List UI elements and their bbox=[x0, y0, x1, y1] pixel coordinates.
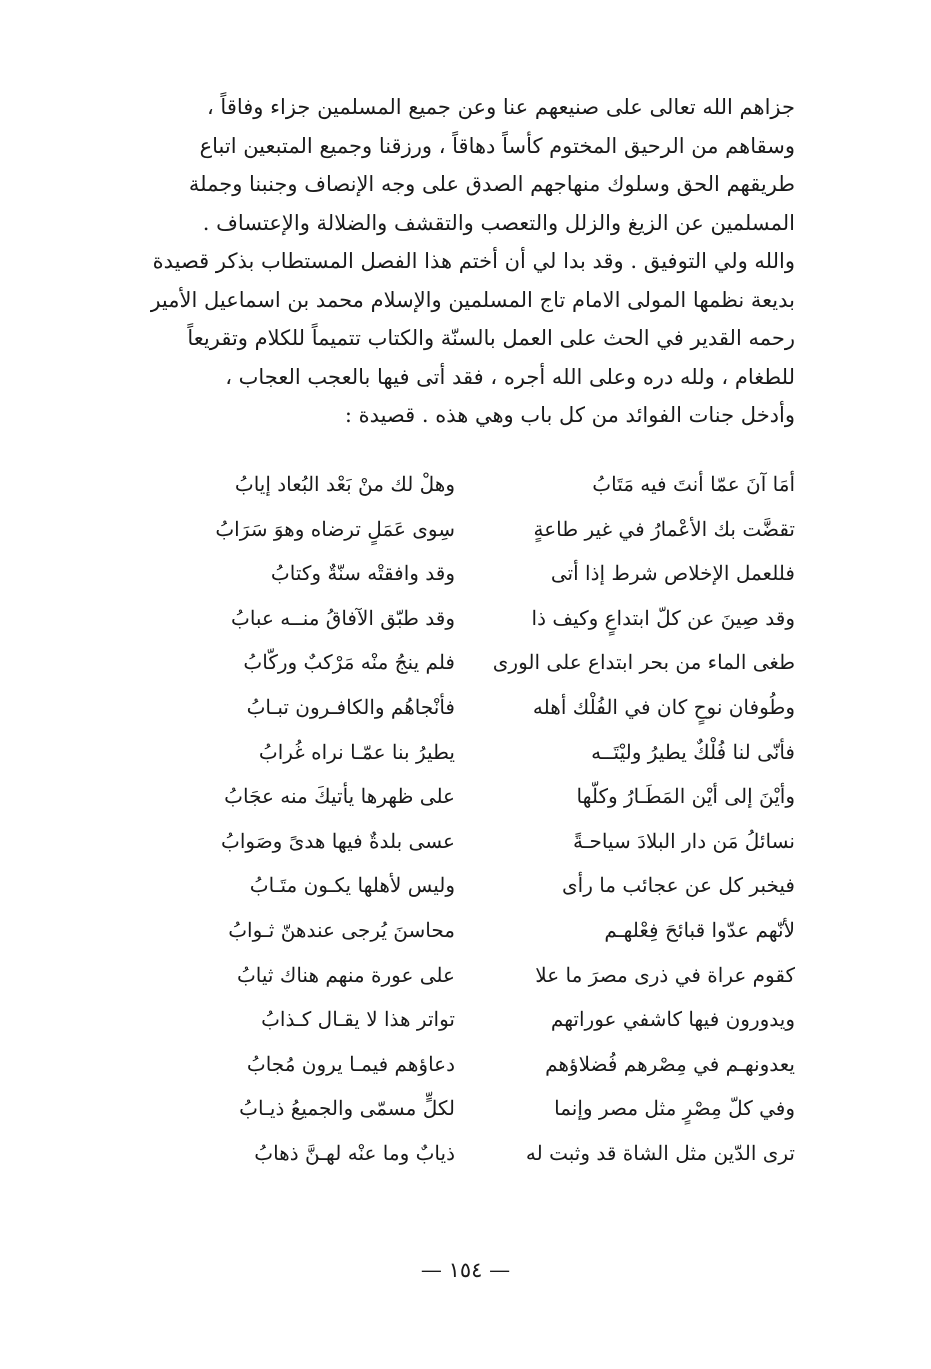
verse bbox=[150, 1042, 795, 1087]
verse bbox=[150, 863, 795, 908]
verse-first-hemistich: ترى الدّين مثل الشاة قد وثبت له bbox=[525, 1140, 795, 1165]
verse bbox=[150, 551, 795, 596]
verse-first-hemistich: كقوم عراة في ذرى مصرَ ما علا bbox=[535, 962, 795, 987]
verse bbox=[150, 997, 795, 1042]
verse-first-hemistich: تقضَّت بك الأعْمارُ في غير طاعةٍ bbox=[533, 516, 795, 541]
verse-first-hemistich: نسائلُ مَن دار البلادَ سياحـةً bbox=[572, 828, 795, 853]
prose-paragraph bbox=[150, 88, 795, 435]
verse-second-hemistich: على ظهرها يأتيكَ منه عجَابُ bbox=[224, 784, 455, 809]
verse-second-hemistich: تواتر هذا لا يقـال كـذابُ bbox=[261, 1007, 455, 1032]
verse-second-hemistich: سِوى عَمَلٍ ترضاه وهوَ سَرَابُ bbox=[215, 516, 455, 541]
verse bbox=[150, 685, 795, 730]
verse-second-hemistich: دعاؤهم فيمـا يرون مُجابُ bbox=[246, 1051, 455, 1076]
page-number: — ١٥٤ — bbox=[420, 1258, 511, 1282]
prose-line: جزاهم الله تعالى على صنيعهم عنا وعن جميع المسلمين جزاء وفاقاً ، bbox=[206, 95, 795, 119]
prose-line: طريقهم الحق وسلوك منهاجهم الصدق على وجه الإنصاف وجنبنا وجملة bbox=[188, 172, 795, 196]
verse-second-hemistich: يطيرُ بنا عمّـا نراه غُرابُ bbox=[258, 739, 455, 764]
prose-line: للطغام ، ولله دره وعلى الله أجره ، فقد أتى فيها بالعجب العجاب ، bbox=[225, 364, 795, 389]
verse-first-hemistich: أمَا آنَ عمّا أنتَ فيه مَتَابُ bbox=[592, 472, 795, 496]
verse bbox=[150, 462, 795, 507]
verse-second-hemistich: لكلٍّ مسمّى والجميعُ ذيـابُ bbox=[239, 1096, 455, 1121]
verse bbox=[150, 507, 795, 552]
verse-second-hemistich: فأنْجاهُم والكافـرون تبـابُ bbox=[246, 694, 455, 719]
verse-first-hemistich: طغى الماء من بحر ابتداع على الورى bbox=[492, 650, 795, 675]
poem bbox=[150, 462, 795, 1176]
verse-first-hemistich: وأيْنَ إلى أيْن المَطَـارُ وكلّها bbox=[576, 784, 795, 809]
verse-first-hemistich: لأنّهم عدّوا قبائحَ فِعْلهـم bbox=[604, 917, 795, 942]
verse bbox=[150, 908, 795, 953]
prose-line: والله ولي التوفيق . وقد بدا لي أن أختم هذا الفصل المستطاب بذكر قصيدة bbox=[152, 249, 795, 273]
verse-first-hemistich: فللعمل الإخلاص شرط إذا أتى bbox=[550, 561, 795, 586]
verse bbox=[150, 953, 795, 998]
verse-second-hemistich: عسى بلدةٌ فيها هدىً وصَوابُ bbox=[220, 828, 455, 853]
verse bbox=[150, 1086, 795, 1131]
prose-line: المسلمين عن الزيغ والزلل والتعصب والتقشف والضلالة والإعتساف . bbox=[202, 210, 795, 235]
verse-first-hemistich: فيخبر كل عن عجائب ما رأى bbox=[561, 873, 795, 898]
prose-line: وسقاهم من الرحيق المختوم كأساً دهاقاً ، ورزقنا وجميع المتبعين اتباع bbox=[199, 133, 795, 158]
verse bbox=[150, 1131, 795, 1176]
prose-line: وأدخل جنات الفوائد من كل باب وهي هذه . قصيدة : bbox=[344, 403, 795, 427]
verse-first-hemistich: ويدورون فيها كاشفي عوراتهم bbox=[550, 1007, 795, 1032]
verse-second-hemistich: فلم ينجُ منْه مَرْكبٌ وركّابُ bbox=[243, 650, 455, 675]
verse-first-hemistich: وفي كلّ مِصْرٍ مثل مصر وإنما bbox=[554, 1096, 795, 1121]
verse-second-hemistich: وقد وافقتْه سنّةٌ وكتابُ bbox=[270, 561, 455, 586]
prose-line: بديعة نظمها المولى الامام تاج المسلمين والإسلام محمد بن اسماعيل الأمير bbox=[150, 287, 795, 312]
verse bbox=[150, 596, 795, 641]
verse-first-hemistich: وقد صِينَ عن كلّ ابتداعٍ وكيف ذا bbox=[531, 605, 795, 630]
verse bbox=[150, 819, 795, 864]
verse-second-hemistich: محاسنَ يُرجى عندهنّ ثـوابُ bbox=[228, 917, 455, 942]
verse-second-hemistich: على عورة منهم هناك ثيابُ bbox=[236, 962, 455, 987]
prose-line: رحمه القدير في الحث على العمل بالسنّة والكتاب تتميماً للكلام وتقريعاً bbox=[187, 326, 795, 350]
verse-first-hemistich: فأنّى لنا فُلْكٌ يطيرُ وليْتَــه bbox=[591, 739, 795, 764]
verse bbox=[150, 640, 795, 685]
verse-second-hemistich: وليس لأهلها يكـون متَـابُ bbox=[249, 873, 455, 898]
verse bbox=[150, 730, 795, 775]
verse-first-hemistich: يعدونهـم في مِصْرهم فُضلاؤهم bbox=[545, 1051, 795, 1076]
verse bbox=[150, 774, 795, 819]
verse-second-hemistich: وقد طبّق الآفاقُ منــه عبابُ bbox=[231, 605, 455, 630]
verse-first-hemistich: وطُوفان نوحٍ كان في الفُلْك أهله bbox=[532, 694, 795, 719]
verse-second-hemistich: وهلْ لك منْ بَعْد البُعاد إيابُ bbox=[234, 472, 455, 496]
verse-second-hemistich: ذيابٌ وما عنْه لهـنَّ ذهابُ bbox=[254, 1140, 455, 1165]
